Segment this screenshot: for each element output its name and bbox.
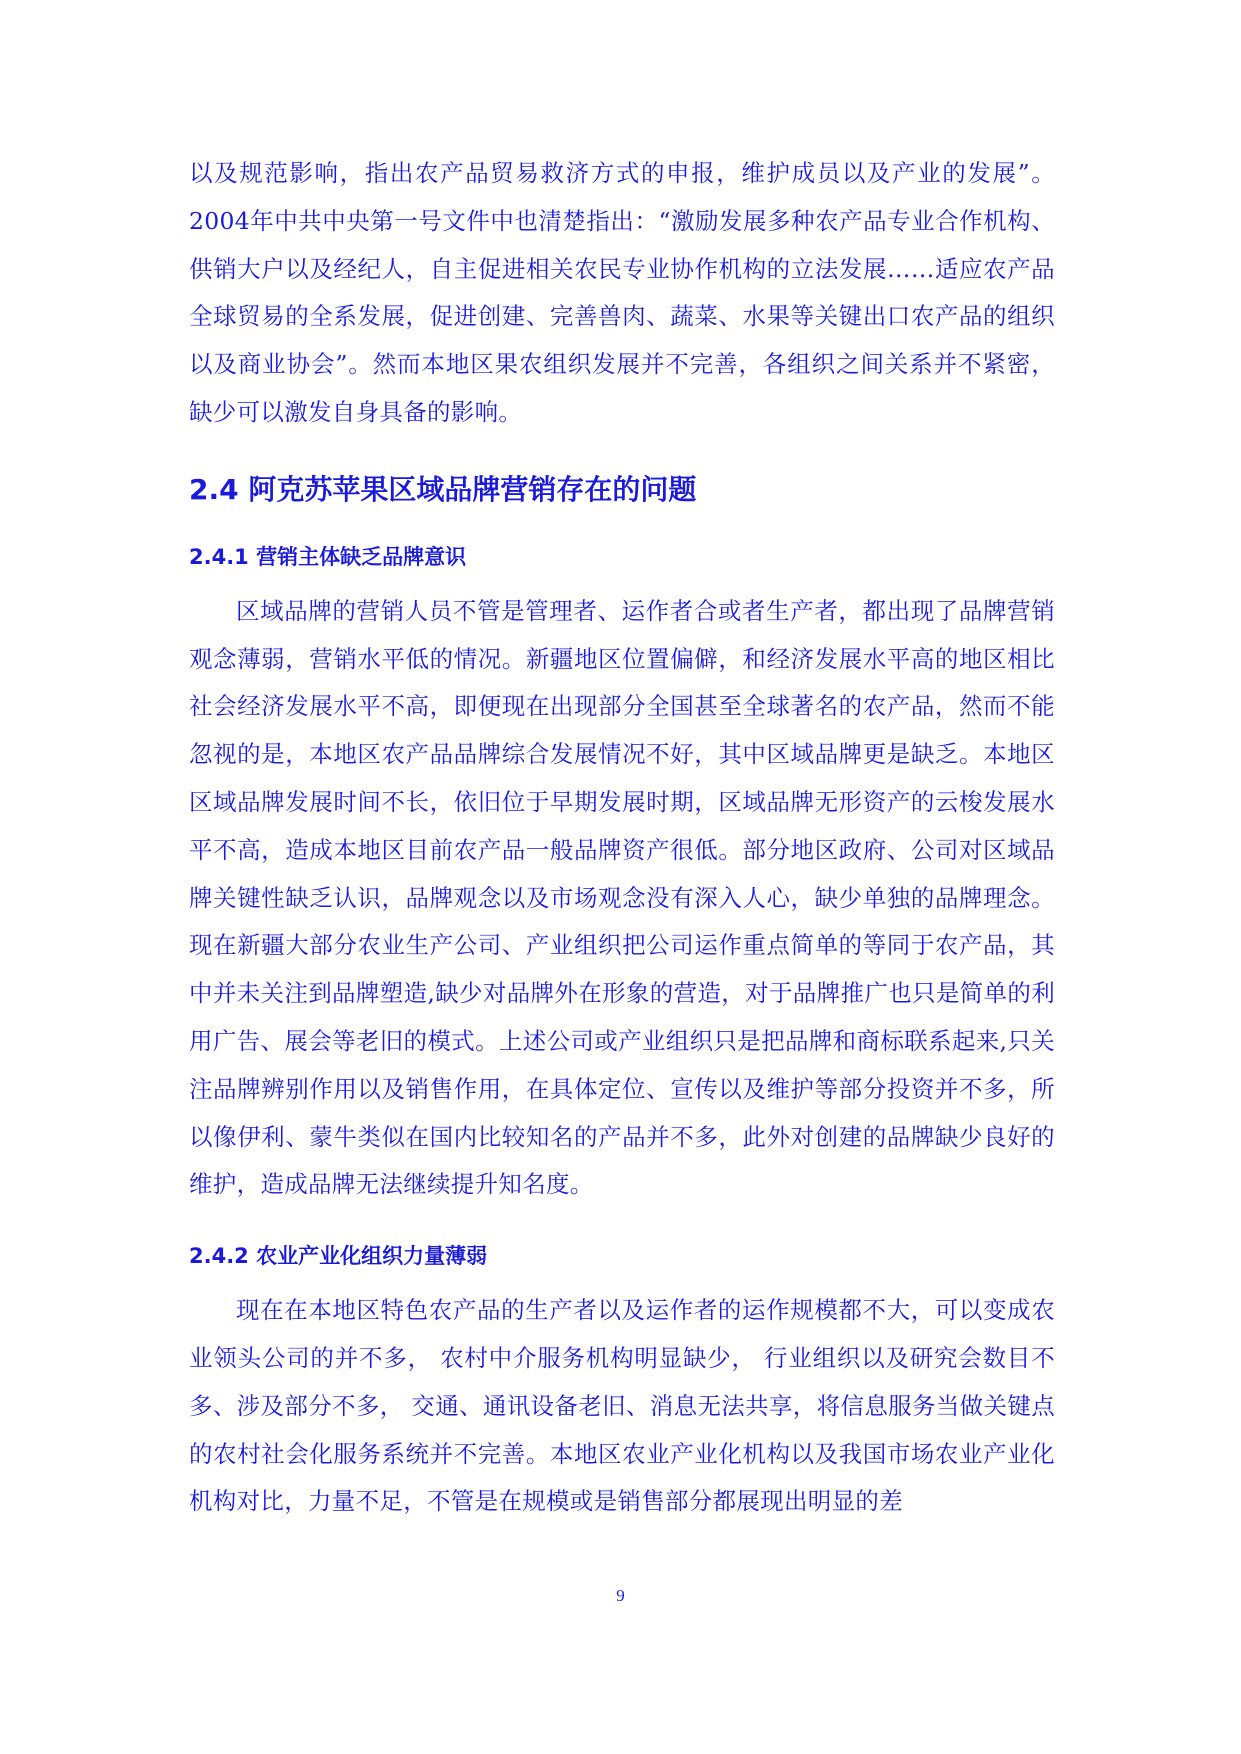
page-content xyxy=(189,150,1055,1526)
page-number: 9 xyxy=(616,1586,625,1605)
section-heading: 2.4 阿克苏苹果区域品牌营销存在的问题 xyxy=(189,472,697,506)
subsection-heading-2-4-2: 2.4.2 农业产业化组织力量薄弱 xyxy=(189,1244,488,1269)
subsection-paragraph-2-4-2: 现在在本地区特色农产品的生产者以及运作者的运作规模都不大，可以变成农业领头公司的并不多， 农村中介服务机构明显缺少， 行业组织以及研究会数目不多、涉及部分不多， 交通、通讯设备老旧、消息无法共享，将信息服务当做关键点的农村社会化服务系统并不完善。本地区农业产业化机构以及我国市场农业产业化机构对比，力量不足，不管是在规模或是销售部分都展现出明显的差 xyxy=(189,1296,1055,1516)
subsection-paragraph-2-4-1: 区域品牌的营销人员不管是管理者、运作者合或者生产者，都出现了品牌营销观念薄弱，营销水平低的情况。新疆地区位置偏僻，和经济发展水平高的地区相比社会经济发展水平不高，即便现在出现部分全国甚至全球著名的农产品，然而不能忽视的是，本地区农产品品牌综合发展情况不好，其中区域品牌更是缺乏。本地区区域品牌发展时间不长，依旧位于早期发展时期，区域品牌无形资产的云梭发展水平不高，造成本地区目前农产品一般品牌资产很低。部分地区政府、公司对区域品牌关键性缺乏认识，品牌观念以及市场观念没有深入人心，缺少单独的品牌理念。现在新疆大部分农业生产公司、产业组织把公司运作重点简单的等同于农产品，其中并未关注到品牌塑造,缺少对品牌外在形象的营造，对于品牌推广也只是简单的利用广告、展会等老旧的模式。上述公司或产业组织只是把品牌和商标联系起来,只关注品牌辨别作用以及销售作用，在具体定位、宣传以及维护等部分投资并不多，所以像伊利、蒙牛类似在国内比较知名的产品并不多，此外对创建的品牌缺少良好的维护，造成品牌无法继续提升知名度。 xyxy=(189,596,1055,1199)
intro-paragraph: 以及规范影响，指出农产品贸易救济方式的申报，维护成员以及产业的发展”。2004年中共中央第一号文件中也清楚指出：“激励发展多种农产品专业合作机构、供销大户以及经纪人，自主促进相关农民专业协作机构的立法发展……适应农产品全球贸易的全系发展，促进创建、完善兽肉、蔬菜、水果等关键出口农产品的组织以及商业协会”。然而本地区果农组织发展并不完善，各组织之间关系并不紧密，缺少可以激发自身具备的影响。 xyxy=(189,159,1055,426)
subsection-heading-2-4-1: 2.4.1 营销主体缺乏品牌意识 xyxy=(189,544,467,569)
